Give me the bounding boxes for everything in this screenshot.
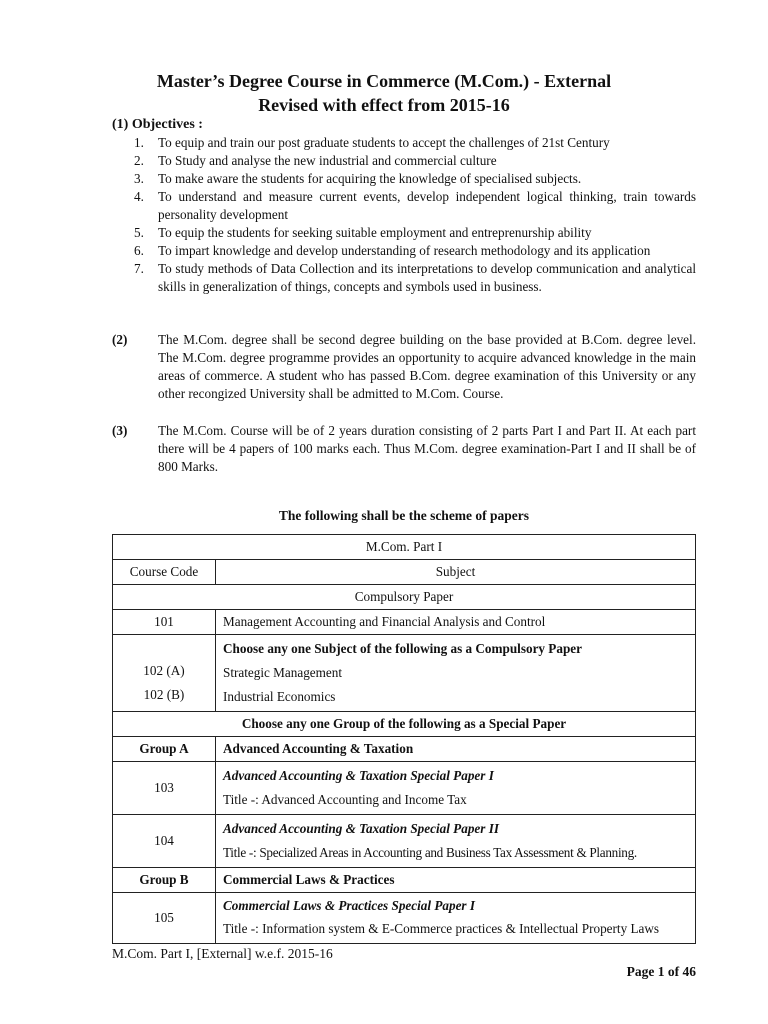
course-code: 102 (A) — [143, 663, 185, 678]
course-subject-cell — [216, 635, 696, 712]
course-subject-cell — [216, 893, 696, 944]
paragraph-number: (3) — [112, 423, 128, 438]
course-code: 102 (B) — [143, 687, 185, 702]
course-code: 105 — [113, 893, 216, 944]
choose-heading: Choose any one Subject of the following as a Compulsory Paper — [223, 641, 582, 656]
paragraph-number: (2) — [112, 332, 128, 347]
paper-title: Title -: Specialized Areas in Accounting and Business Tax Assessment & Planning. — [223, 845, 637, 860]
list-item: 5. To equip the students for seeking suitable employment and entreprenurship ability — [134, 225, 592, 240]
special-paper-name: Advanced Accounting & Taxation Special Paper II — [223, 821, 499, 836]
list-item: 2. To Study and analyse the new industrial and commercial culture — [134, 153, 497, 168]
table-row — [113, 712, 696, 737]
list-item: 3. To make aware the students for acquiring the knowledge of specialised subjects. — [134, 171, 582, 186]
paragraph-text: The M.Com. degree shall be second degree building on the base provided at B.Com. degree level. The M.Com. degree programme provides an opportunity to acquire advanced knowledge in the main areas of commerce. A student who has passed B.Com. degree examination of this University or any other recongized University shall be admitted to M.Com. Course. — [158, 332, 696, 401]
paragraph-3 — [112, 422, 696, 476]
course-subject: Industrial Economics — [223, 689, 336, 704]
table-row — [113, 815, 696, 868]
document-title: Master’s Degree Course in Commerce (M.Com.) - External — [156, 71, 612, 91]
scheme-table — [112, 534, 696, 944]
list-item: 4. To understand and measure current events, develop independent logical thinking, train towards personality development — [134, 189, 696, 222]
list-item: 6. To impart knowledge and develop understanding of research methodology and its application — [134, 243, 651, 258]
table-row — [113, 762, 696, 815]
table-row — [113, 893, 696, 944]
group-subject: Advanced Accounting & Taxation — [216, 737, 696, 762]
group-code: Group A — [113, 737, 216, 762]
compulsory-header: Compulsory Paper — [113, 585, 696, 610]
course-subject-cell — [216, 762, 696, 815]
list-item: 7. To study methods of Data Collection and its interpretations to develop communication and analytical skills in generalization of things, concepts and symbols used in business. — [134, 261, 696, 294]
table-row — [113, 737, 696, 762]
objectives-heading: (1) Objectives : — [112, 117, 203, 132]
course-code: 101 — [113, 610, 216, 635]
column-header-code: Course Code — [113, 560, 216, 585]
table-row — [113, 635, 696, 712]
special-paper-name: Advanced Accounting & Taxation Special Paper I — [223, 768, 494, 783]
page-number: Page 1 of 46 — [626, 964, 696, 979]
list-item: 1. To equip and train our post graduate students to accept the challenges of 21st Century — [134, 135, 610, 150]
group-subject: Commercial Laws & Practices — [216, 868, 696, 893]
document-subtitle: Revised with effect from 2015-16 — [258, 95, 510, 115]
paper-title: Title -: Advanced Accounting and Income Tax — [223, 792, 467, 807]
table-row — [113, 610, 696, 635]
objectives-list — [112, 134, 696, 296]
course-code: 104 — [113, 815, 216, 868]
course-code: 103 — [113, 762, 216, 815]
group-code: Group B — [113, 868, 216, 893]
column-header-subject: Subject — [216, 560, 696, 585]
special-paper-name: Commercial Laws & Practices Special Paper I — [223, 898, 475, 913]
table-row — [113, 585, 696, 610]
part-title: M.Com. Part I — [113, 535, 696, 560]
footer-course-label: M.Com. Part I, [External] w.e.f. 2015-16 — [112, 946, 333, 961]
paper-title: Title -: Information system & E-Commerce practices & Intellectual Property Laws — [223, 921, 660, 936]
table-header-row — [113, 560, 696, 585]
course-code-cell — [113, 635, 216, 712]
course-subject: Management Accounting and Financial Analysis and Control — [216, 610, 696, 635]
special-header: Choose any one Group of the following as a Special Paper — [113, 712, 696, 737]
table-row — [113, 868, 696, 893]
course-subject: Strategic Management — [223, 665, 343, 680]
scheme-title: The following shall be the scheme of papers — [278, 508, 530, 523]
table-row — [113, 535, 696, 560]
paragraph-text: The M.Com. Course will be of 2 years duration consisting of 2 parts Part I and Part II. At each part there will be 4 papers of 100 marks each. Thus M.Com. degree examination-Part I and II shall be of 800 Marks. — [158, 423, 696, 474]
course-subject-cell — [216, 815, 696, 868]
paragraph-2 — [112, 331, 696, 403]
